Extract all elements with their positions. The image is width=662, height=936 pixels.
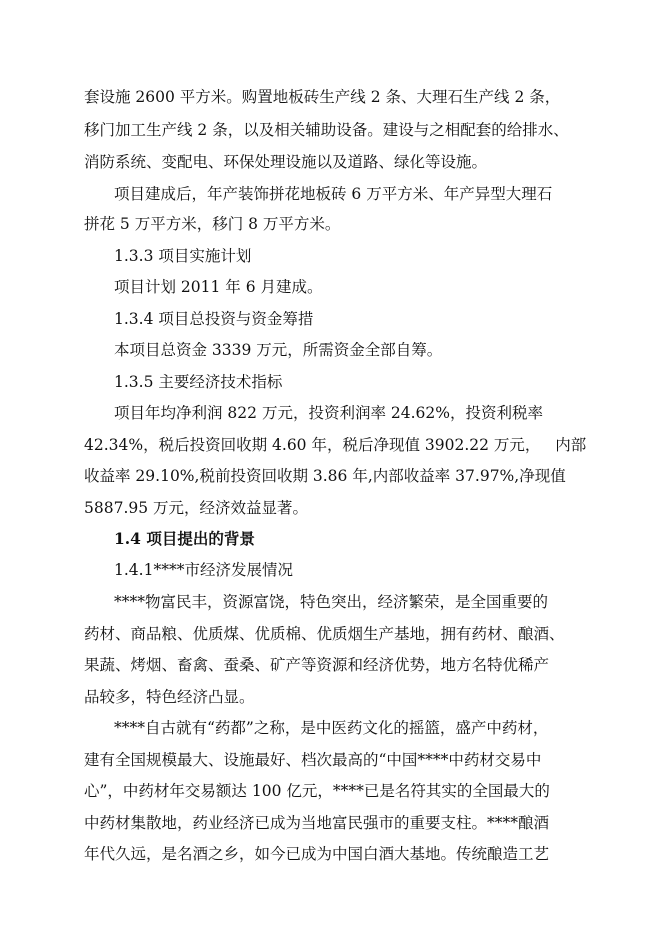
section-heading: 1.3.3 项目实施计划 (114, 247, 252, 265)
paragraph-line: 项目年均净利润 822 万元，投资利润率 24.62%，投资利税率 (114, 404, 543, 422)
paragraph-line: 套设施 2600 平方米。购置地板砖生产线 2 条、大理石生产线 2 条， (84, 88, 561, 106)
paragraph-line: 果蔬、烤烟、畜禽、蚕桑、矿产等资源和经济优势，地方名特优稀产 (84, 656, 550, 674)
paragraph-line: 5887.95 万元，经济效益显著。 (84, 499, 309, 517)
paragraph-line: 移门加工生产线 2 条，以及相关辅助设备。建设与之相配套的给排水、 (84, 121, 569, 139)
paragraph-line: 项目计划 2011 年 6 月建成。 (114, 278, 323, 296)
paragraph-line: 项目建成后，年产装饰拼花地板砖 6 万平方米、年产异型大理石 (114, 185, 553, 203)
paragraph-line: 拼花 5 万平方米，移门 8 万平方米。 (84, 215, 341, 233)
paragraph-line: 品较多，特色经济凸显。 (84, 688, 255, 706)
paragraph-line: 心”，中药材年交易额达 100 亿元，****已是名符其实的全国最大的 (84, 782, 550, 800)
paragraph-line: 中药材集散地，药业经济已成为当地富民强市的重要支柱。****酿酒 (84, 814, 550, 832)
paragraph-line: 建有全国规模最大、设施最好、档次最高的“中国****中药材交易中 (84, 751, 542, 769)
paragraph-line: 42.34%，税后投资回收期 4.60 年，税后净现值 3902.22 万元， 内部 (84, 436, 587, 454)
paragraph-line: 收益率 29.10%,税前投资回收期 3.86 年,内部收益率 37.97%,净现值 (84, 467, 566, 485)
paragraph-line: 药材、商品粮、优质煤、优质棉、优质烟生产基地，拥有药材、酿酒、 (84, 625, 565, 643)
section-heading: 1.4.1****市经济发展情况 (114, 561, 293, 579)
section-heading-bold: 1.4 项目提出的背景 (114, 529, 255, 548)
paragraph-line: 消防系统、变配电、环保处理设施以及道路、绿化等设施。 (84, 153, 488, 171)
paragraph-line: 年代久远，是名酒之乡，如今已成为中国白酒大基地。传统酿造工艺 (84, 845, 550, 863)
section-heading: 1.3.5 主要经济技术指标 (114, 373, 283, 391)
paragraph-line: 本项目总资金 3339 万元，所需资金全部自筹。 (114, 341, 443, 359)
section-heading: 1.3.4 项目总投资与资金筹措 (114, 310, 314, 328)
paragraph-line: ****物富民丰，资源富饶，特色突出，经济繁荣，是全国重要的 (114, 593, 549, 611)
paragraph-line: ****自古就有“药都”之称，是中医药文化的摇篮，盛产中药材， (114, 719, 549, 737)
